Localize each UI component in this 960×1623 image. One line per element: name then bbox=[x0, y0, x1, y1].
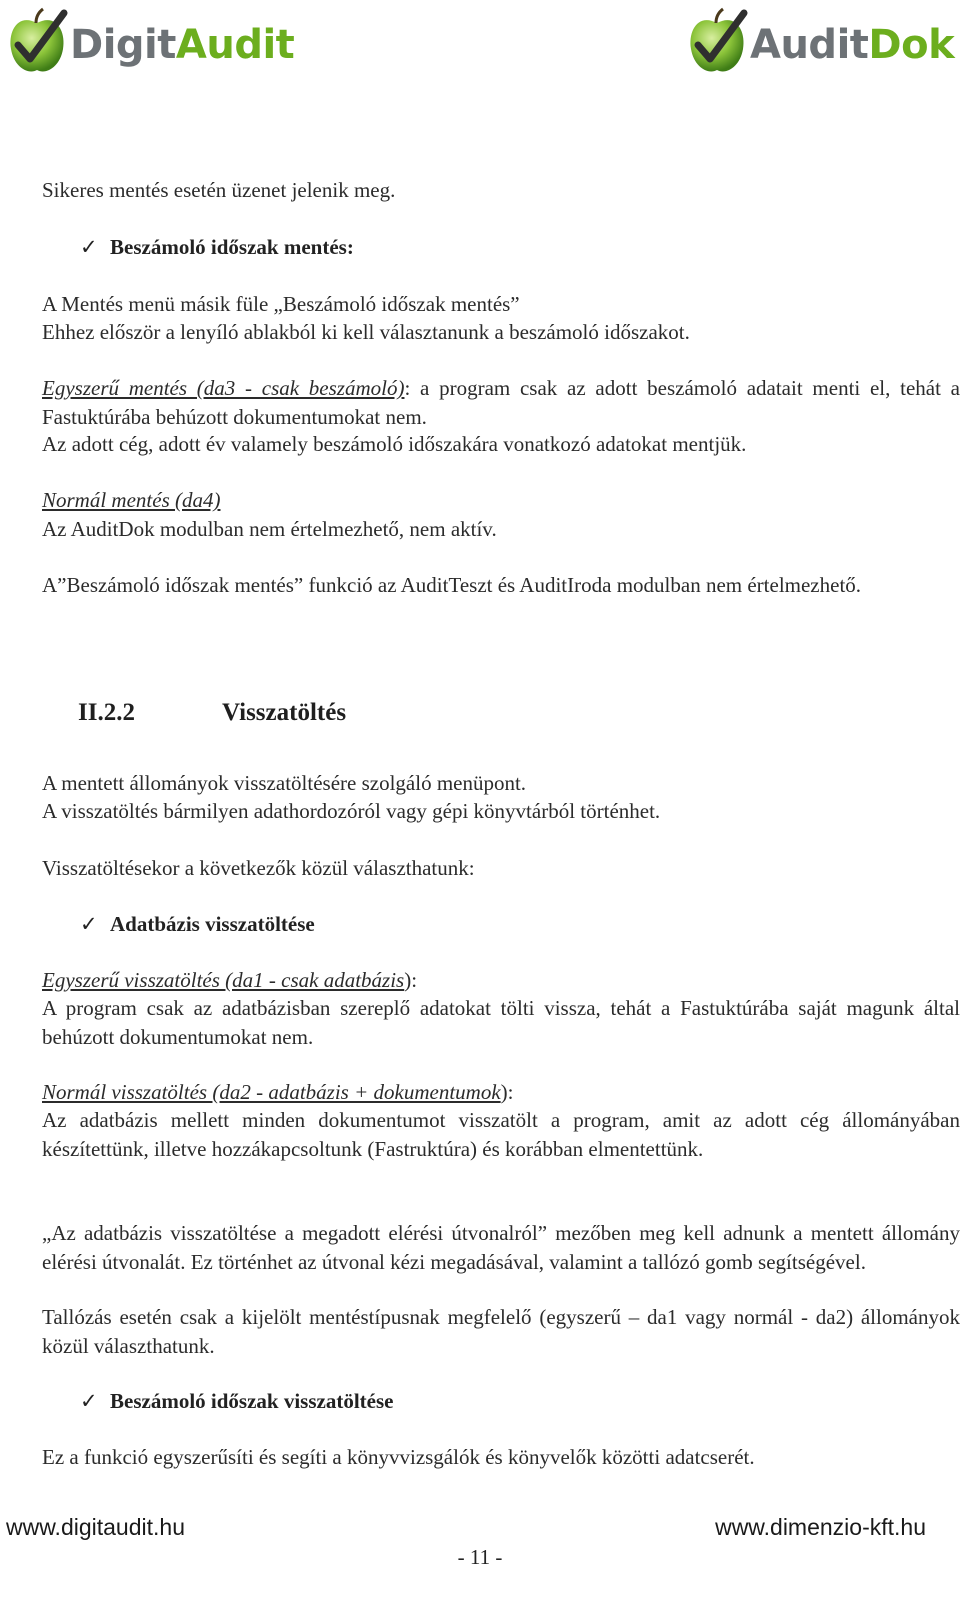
checklist-heading-text: Beszámoló időszak mentés: bbox=[110, 235, 354, 259]
paragraph: Tallózás esetén csak a kijelölt mentéstípusnak megfelelő (egyszerű – da1 vagy normál - da2) állományok közül választhatunk. bbox=[42, 1305, 960, 1358]
footer-link-dimenzio[interactable]: www.dimenzio-kft.hu bbox=[715, 1514, 926, 1540]
paragraph: Az AuditDok modulban nem értelmezhető, nem aktív. bbox=[42, 517, 497, 541]
auditdok-logo bbox=[686, 6, 954, 78]
paragraph bbox=[42, 486, 960, 515]
page-header bbox=[0, 0, 960, 90]
paragraph: A visszatöltés bármilyen adathordozóról vagy gépi könyvtárból történhet. bbox=[42, 799, 661, 823]
term-link: Normál visszatöltés (da2 - adatbázis + dokumentumok bbox=[42, 1080, 501, 1104]
digitaudit-logo-text: DigitAudit bbox=[70, 22, 295, 68]
section-heading bbox=[78, 697, 346, 729]
checklist-heading-text: Adatbázis visszatöltése bbox=[110, 912, 315, 936]
checklist-heading bbox=[80, 233, 354, 262]
auditdok-logo-text: AuditDok bbox=[750, 22, 955, 68]
paragraph: A Mentés menü másik füle „Beszámoló időszak mentés” bbox=[42, 292, 520, 316]
checkmark-icon: ✓ bbox=[80, 912, 98, 936]
checklist-heading-text: Beszámoló időszak visszatöltése bbox=[110, 1389, 394, 1413]
apple-check-icon bbox=[686, 7, 748, 77]
paragraph: Ehhez először a lenyíló ablakból ki kell választanunk a beszámoló időszakot. bbox=[42, 320, 690, 344]
paragraph: Visszatöltésekor a következők közül választhatunk: bbox=[42, 856, 475, 880]
paragraph: Sikeres mentés esetén üzenet jelenik meg. bbox=[42, 178, 396, 202]
paragraph: A mentett állományok visszatöltésére szolgáló menüpont. bbox=[42, 771, 527, 795]
checkmark-icon: ✓ bbox=[80, 1389, 98, 1413]
term-link: Normál mentés (da4) bbox=[42, 488, 221, 512]
page-number: - 11 - bbox=[457, 1545, 503, 1569]
footer-link-digitaudit[interactable]: www.digitaudit.hu bbox=[6, 1514, 185, 1540]
checklist-heading bbox=[80, 1387, 393, 1416]
checklist-heading bbox=[80, 910, 315, 939]
paragraph: „Az adatbázis visszatöltése a megadott elérési útvonalról” mezőben meg kell adnunk a mentett állomány elérési útvonalát. Ez történhet az útvonal kézi megadásával, valamint a tallózó gomb segítségével. bbox=[42, 1221, 960, 1274]
paragraph: Egyszerű mentés (da3 - csak beszámoló): a program csak az adott beszámoló adatait menti el, tehát a Fastuktúrába behúzott dokumentumokat nem. bbox=[42, 376, 960, 429]
paragraph: Normál visszatöltés (da2 - adatbázis + dokumentumok): bbox=[42, 1080, 514, 1104]
digitaudit-logo bbox=[6, 6, 294, 78]
section-title: Visszatöltés bbox=[222, 699, 347, 726]
paragraph: Az adatbázis mellett minden dokumentumot visszatölt a program, amit az adott cég állományában készítettünk, illetve hozzákapcsoltunk (Fastruktúra) és korábban elmentettünk. bbox=[42, 1108, 960, 1161]
paragraph: Egyszerű visszatöltés (da1 - csak adatbázis): bbox=[42, 968, 418, 992]
term-link: Egyszerű mentés (da3 - csak beszámoló) bbox=[42, 376, 405, 400]
paragraph: Az adott cég, adott év valamely beszámoló időszakára vonatkozó adatokat mentjük. bbox=[42, 432, 747, 456]
section-number: II.2.2 bbox=[78, 699, 135, 726]
paragraph: Ez a funkció egyszerűsíti és segíti a könyvvizsgálók és könyvelők közötti adatcserét. bbox=[42, 1445, 755, 1469]
paragraph: A program csak az adatbázisban szereplő adatokat tölti vissza, tehát a Fastuktúrába saját magunk által behúzott dokumentumokat nem. bbox=[42, 996, 960, 1049]
apple-check-icon bbox=[6, 7, 68, 77]
term-link: Egyszerű visszatöltés (da1 - csak adatbázis bbox=[42, 968, 405, 992]
paragraph: A”Beszámoló időszak mentés” funkció az AuditTeszt és AuditIroda modulban nem értelmezhető. bbox=[42, 573, 862, 597]
checkmark-icon: ✓ bbox=[80, 235, 98, 259]
